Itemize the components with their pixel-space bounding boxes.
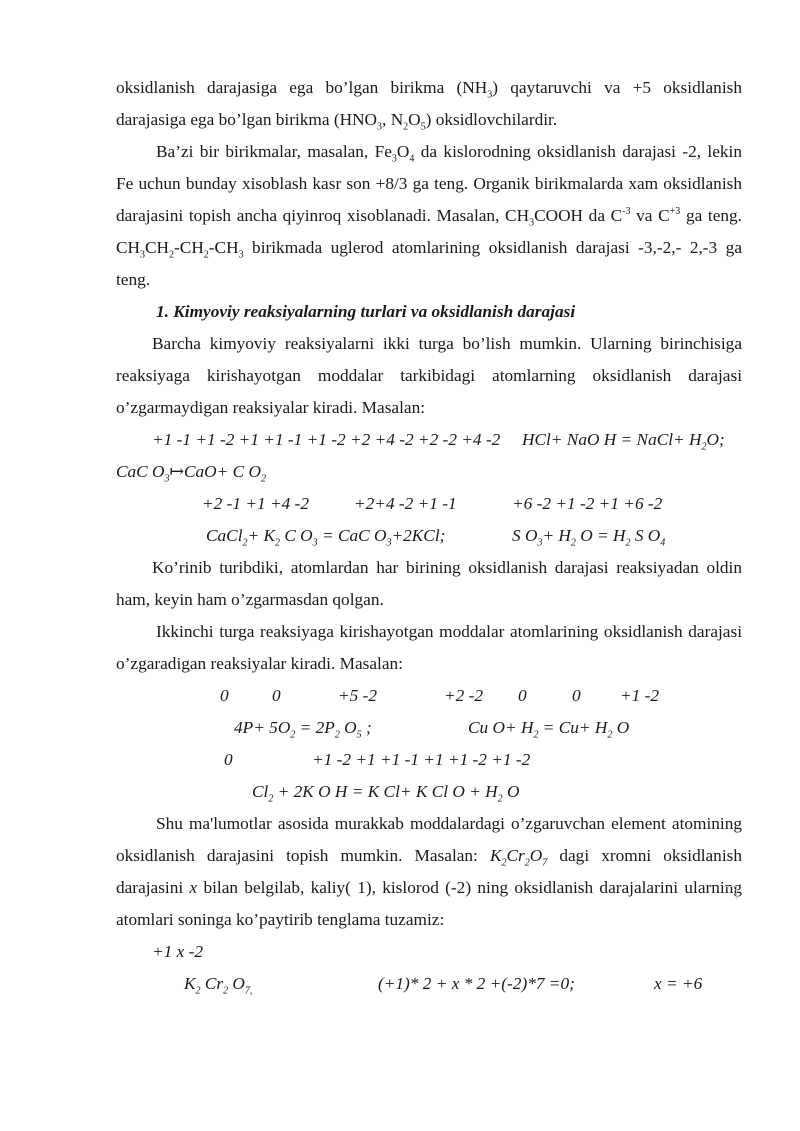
sub: 3 bbox=[487, 89, 493, 101]
equation-1-line2 bbox=[116, 456, 742, 488]
equation-left bbox=[234, 712, 372, 744]
text: ) oksidlovchilardir. bbox=[425, 110, 558, 129]
sub: 2 bbox=[268, 793, 274, 805]
oxidation-state: 0 bbox=[224, 750, 233, 769]
sub: 2 bbox=[524, 857, 530, 869]
sub: 3 bbox=[312, 537, 318, 549]
sub: 4 bbox=[660, 537, 666, 549]
equation-2-oxidation bbox=[116, 488, 742, 520]
text: O bbox=[502, 782, 520, 801]
oxidation-state: +2 -2 bbox=[444, 686, 484, 705]
text: -CH bbox=[208, 238, 239, 257]
sub: 3 bbox=[529, 217, 535, 229]
oxidation-state: +1 -2 bbox=[620, 686, 660, 705]
oxidation-states: +1 -2 +1 +1 -1 +1 +1 -2 +1 -2 bbox=[312, 750, 531, 769]
sub: 2 bbox=[242, 537, 248, 549]
sub: 4 bbox=[409, 153, 415, 165]
oxidation-states: +2+4 -2 +1 -1 bbox=[354, 494, 457, 513]
text: Cr bbox=[506, 846, 525, 865]
paragraph-4: Ko’rinib turibdiki, atomlardan har birining oksidlanish darajasi reaksiyadan oldin ham, keyin ham o’zgarmasdan qolgan. bbox=[116, 558, 742, 609]
oxidation-state: +5 -2 bbox=[338, 686, 378, 705]
sub: 2 bbox=[195, 985, 201, 997]
text: va C bbox=[630, 206, 670, 225]
text: S O bbox=[512, 526, 538, 545]
sub: 3 bbox=[164, 473, 170, 485]
sub: 2 bbox=[497, 793, 503, 805]
formula bbox=[184, 968, 252, 1000]
oxidation-state: 0 bbox=[572, 686, 581, 705]
sub: 2 bbox=[701, 441, 707, 453]
text: CaC O bbox=[116, 462, 165, 481]
text: 4P+ 5O bbox=[234, 718, 291, 737]
equation-left bbox=[206, 520, 445, 552]
text: O bbox=[529, 846, 543, 865]
text: -CH bbox=[174, 238, 204, 257]
sub: 7, bbox=[244, 985, 253, 997]
text: Cu O+ H bbox=[468, 718, 534, 737]
sup: -3 bbox=[622, 206, 631, 218]
text: , N bbox=[382, 110, 404, 129]
section-heading: 1. Kimyoviy reaksiyalarning turlari va oksidlanish darajasi bbox=[156, 302, 576, 321]
oxidation-state: 0 bbox=[272, 686, 281, 705]
sub: 2 bbox=[625, 537, 631, 549]
text: + 2K O H = K Cl+ K Cl O + H bbox=[273, 782, 498, 801]
page-corner-mark bbox=[724, 886, 737, 899]
text: CH bbox=[145, 238, 170, 257]
text: +2KCl; bbox=[391, 526, 446, 545]
sub: 2 bbox=[223, 985, 229, 997]
sub: 2 bbox=[334, 729, 340, 741]
equation-right bbox=[468, 712, 629, 744]
equation-4-oxidation bbox=[116, 744, 742, 776]
oxidation-state: 0 bbox=[220, 686, 229, 705]
equation-3-oxidation bbox=[116, 680, 742, 712]
oxidation-states: +1 -1 +1 -2 +1 +1 -1 +1 -2 +2 +4 -2 +2 -2 +4 -2 bbox=[152, 430, 501, 449]
oxidation-states: +1 x -2 bbox=[152, 942, 204, 961]
sub: 5 bbox=[356, 729, 362, 741]
result: x = +6 bbox=[654, 974, 703, 993]
paragraph-1 bbox=[116, 72, 742, 136]
equation-right bbox=[512, 520, 665, 552]
text: CaCl bbox=[206, 526, 243, 545]
text: = Cu+ H bbox=[538, 718, 608, 737]
paragraph-2 bbox=[116, 136, 742, 296]
text: ga teng. CH bbox=[116, 206, 742, 257]
sub: 2 bbox=[290, 729, 296, 741]
sub: 2 bbox=[570, 537, 576, 549]
text: da kislorodning oksidlanish darajasi -2, lekin Fe uchun bunday xisoblash kasr son +8/3 ga teng. Organik birikmalarda xam oksidlanish darajasini topish ancha qiyinroq xisoblanadi. Masalan, CH bbox=[116, 142, 742, 225]
text: Cl bbox=[252, 782, 269, 801]
sub: 7 bbox=[542, 857, 548, 869]
sub: 2 bbox=[275, 537, 281, 549]
equation-2 bbox=[116, 520, 742, 552]
equation bbox=[252, 776, 519, 808]
text: K bbox=[489, 846, 502, 865]
sub: 5 bbox=[420, 121, 426, 133]
calculation: (+1)* 2 + x * 2 +(-2)*7 =0; bbox=[378, 974, 575, 993]
equation-1-line1 bbox=[116, 424, 742, 456]
sub: 2 bbox=[533, 729, 539, 741]
variable-x: x bbox=[189, 878, 198, 897]
text: O bbox=[396, 142, 410, 161]
text: O bbox=[408, 110, 421, 129]
sub: 2 bbox=[203, 249, 209, 261]
text: O bbox=[339, 718, 357, 737]
sub: 2 bbox=[169, 249, 175, 261]
sub: 2 bbox=[403, 121, 409, 133]
text: = 2P bbox=[295, 718, 335, 737]
sub: 3 bbox=[238, 249, 244, 261]
equation-5 bbox=[116, 968, 742, 1000]
sub: 3 bbox=[140, 249, 146, 261]
text: birikmada uglerod atomlarining oksidlanish darajasi -3,-2,- 2,-3 ga teng. bbox=[116, 238, 742, 289]
text: K bbox=[184, 974, 196, 993]
paragraph-5: Ikkinchi turga reaksiyaga kirishayotgan moddalar atomlarining oksidlanish darajasi o’zgaradigan reaksiyalar kiradi. Masalan: bbox=[116, 622, 742, 673]
paragraph-3: Barcha kimyoviy reaksiyalarni ikki turga bo’lish mumkin. Ularning birinchisiga reaksiyaga kirishayotgan moddalar tarkibidagi atomlarning oksidlanish darajasi o’zgarmaydigan reaksiyalar kiradi. Masalan: bbox=[116, 334, 742, 417]
text: HCl+ NaO H = NaCl+ H bbox=[522, 430, 702, 449]
text: Ba’zi bir birikmalar, masalan, Fe bbox=[156, 142, 392, 161]
text: C O bbox=[280, 526, 313, 545]
oxidation-states: +6 -2 +1 -2 +1 +6 -2 bbox=[512, 494, 663, 513]
sup: +3 bbox=[669, 206, 681, 218]
text: = CaC O bbox=[317, 526, 387, 545]
sub: 2 bbox=[607, 729, 613, 741]
text: O = H bbox=[575, 526, 626, 545]
text: + K bbox=[247, 526, 276, 545]
text: O; bbox=[706, 430, 725, 449]
sub: 2 bbox=[260, 473, 266, 485]
sub: 3 bbox=[386, 537, 392, 549]
text: ; bbox=[361, 718, 372, 737]
text: Cr bbox=[200, 974, 224, 993]
text: bilan belgilab, kaliy( 1), kislorod (-2) ning oksidlanish darajalarini ularning atomlari soninga ko’paytirib tenglama tuzamiz: bbox=[116, 878, 742, 929]
oxidation-states: +2 -1 +1 +4 -2 bbox=[202, 494, 309, 513]
text: ↦CaO+ C O bbox=[169, 462, 261, 481]
text: O bbox=[612, 718, 630, 737]
sub: 3 bbox=[377, 121, 383, 133]
text: COOH da C bbox=[534, 206, 623, 225]
equation-5-oxidation bbox=[116, 936, 742, 968]
paragraph-6 bbox=[116, 808, 742, 936]
text: Shu ma'lumotlar asosida murakkab moddalardagi o’zgaruvchan element atomining oksidlanish darajasini topish mumkin. Masalan: bbox=[116, 814, 742, 865]
oxidation-state: 0 bbox=[518, 686, 527, 705]
sub: 3 bbox=[537, 537, 543, 549]
text: O bbox=[228, 974, 245, 993]
sub: 2 bbox=[501, 857, 507, 869]
document-page bbox=[116, 72, 742, 1000]
text: dagi xromni oksidlanish darajasini bbox=[116, 846, 742, 897]
equation-3 bbox=[116, 712, 742, 744]
text: oksidlanish darajasiga ega bo’lgan birikma (NH bbox=[116, 78, 488, 97]
text: + H bbox=[542, 526, 571, 545]
text: ) qaytaruvchi va +5 oksidlanish darajasiga ega bo’lgan birikma (HNO bbox=[116, 78, 742, 129]
equation-4 bbox=[116, 776, 742, 808]
text: S O bbox=[630, 526, 661, 545]
equation bbox=[522, 424, 725, 456]
sub: 3 bbox=[391, 153, 397, 165]
